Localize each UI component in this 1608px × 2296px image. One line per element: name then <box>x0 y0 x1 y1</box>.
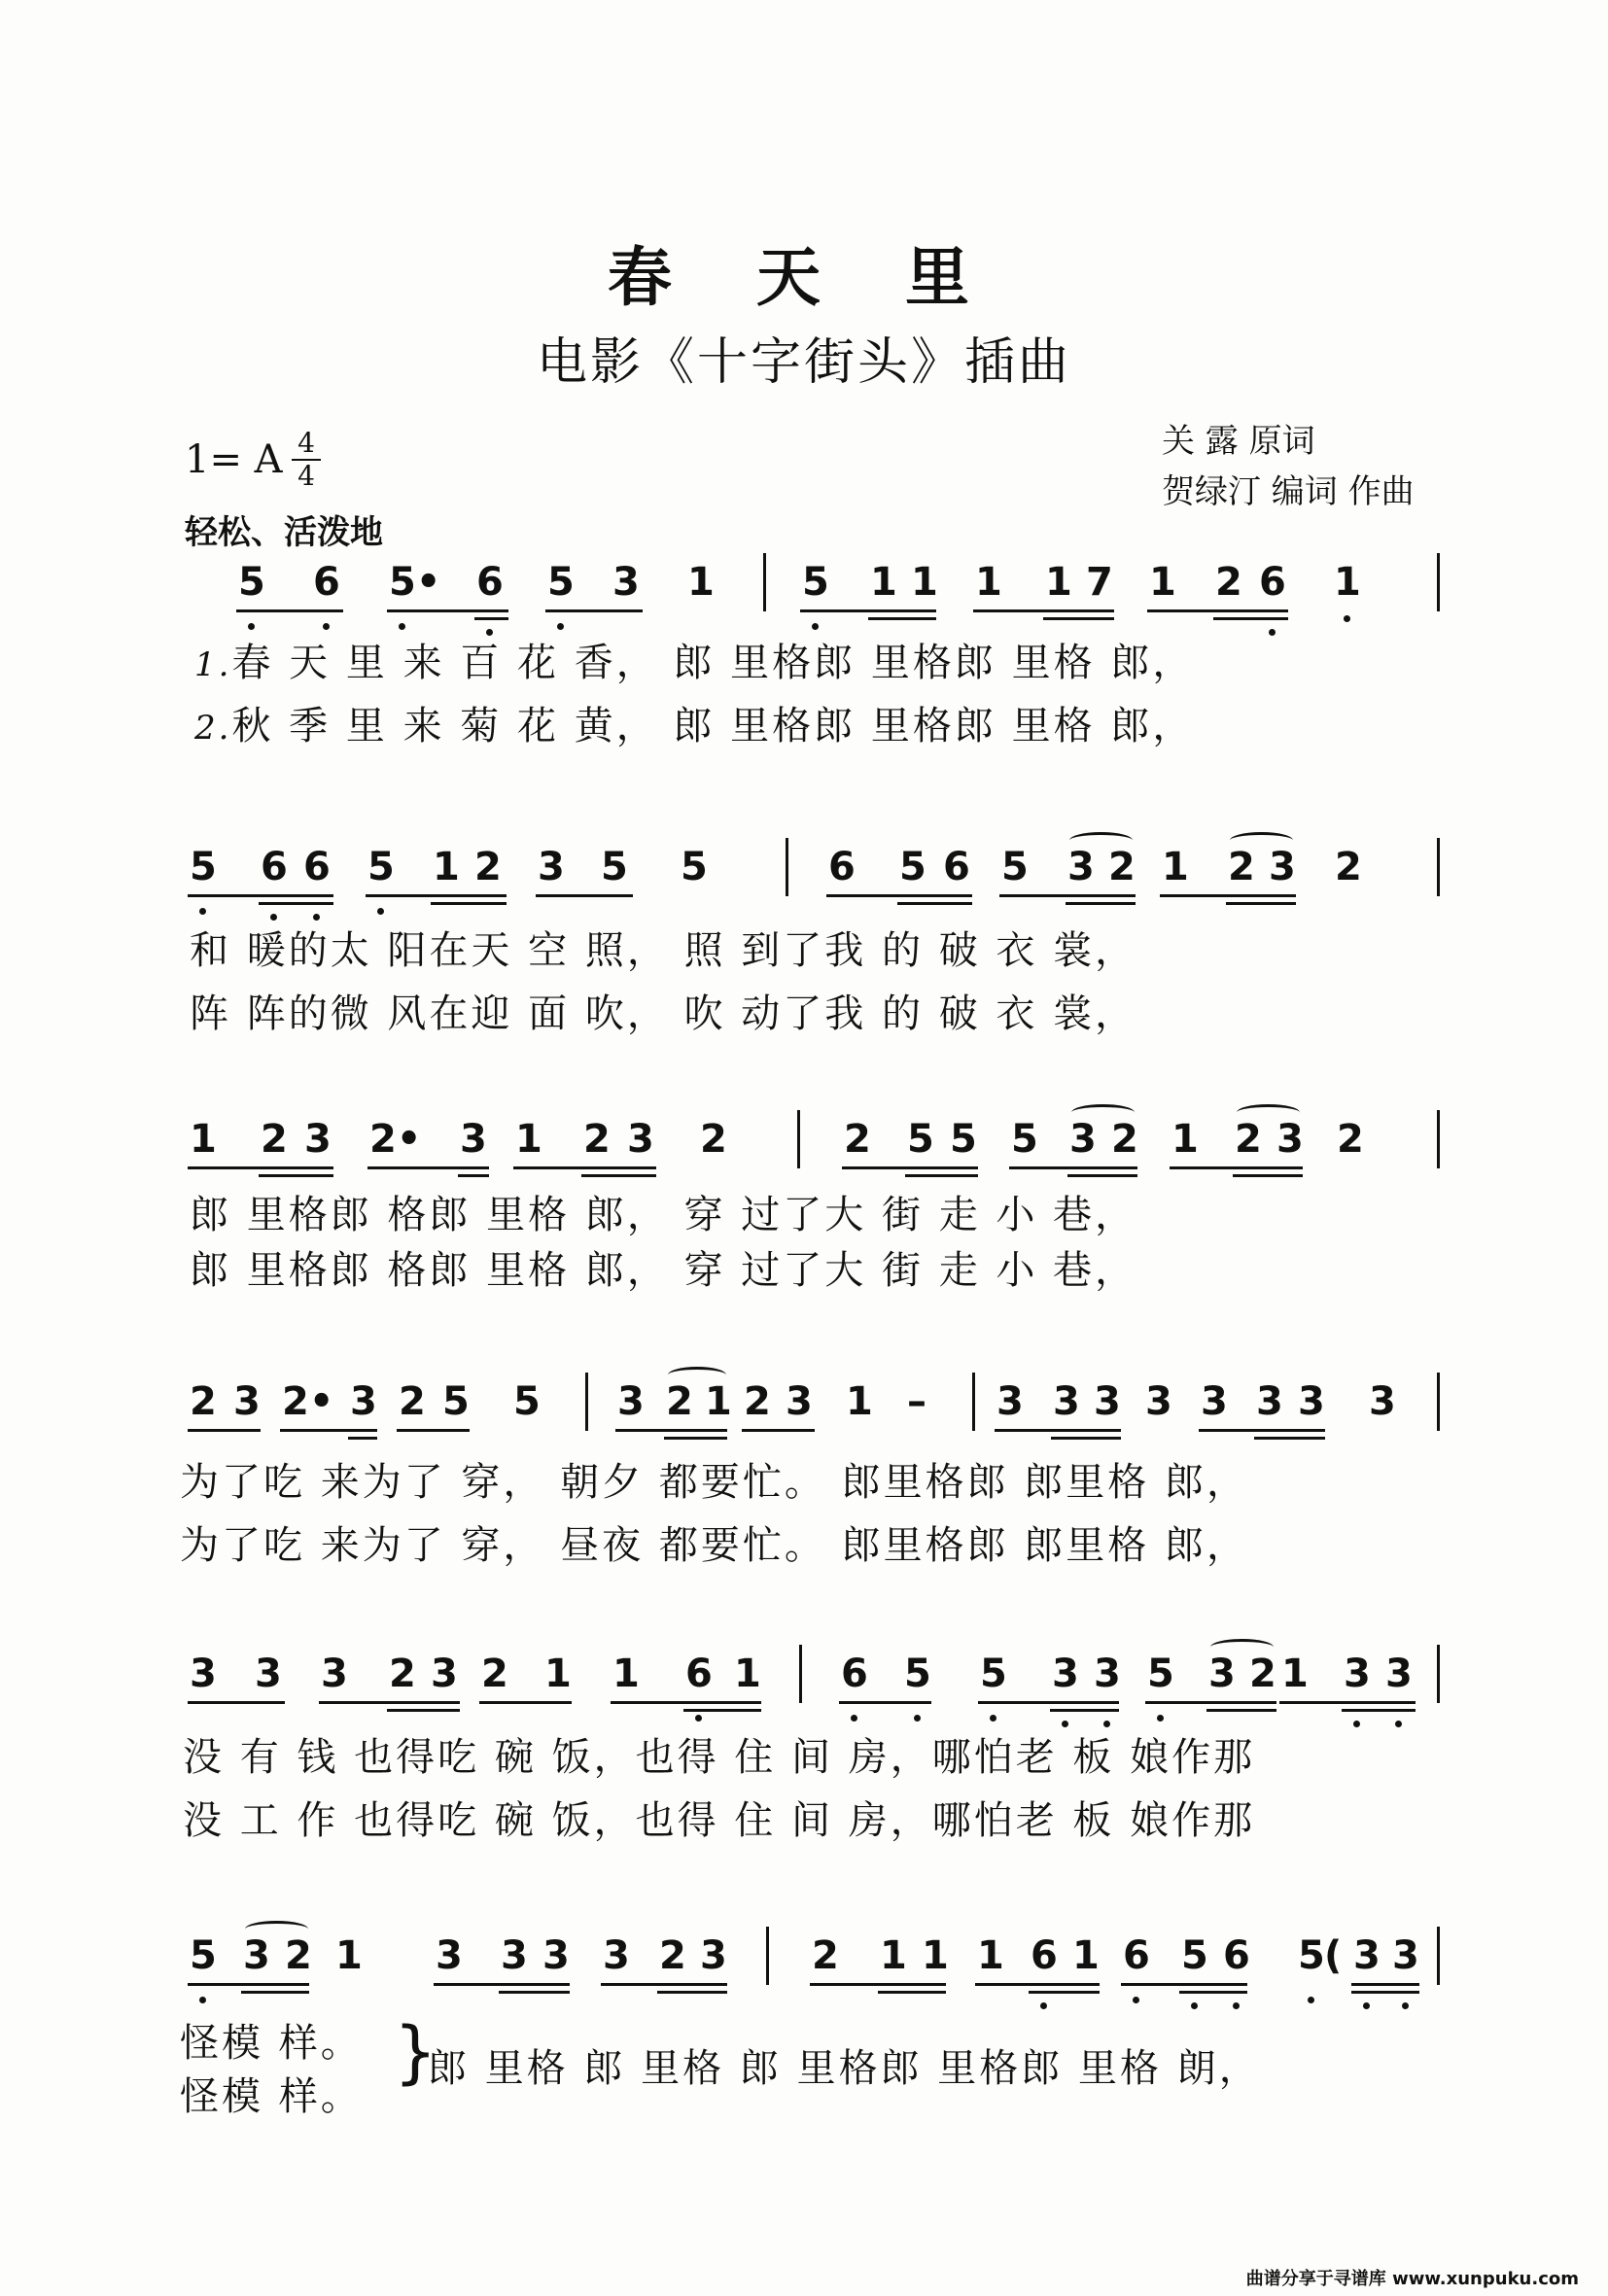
note: 3 <box>501 1933 528 1978</box>
note: 2 <box>744 1379 771 1424</box>
beat-underline <box>868 617 936 620</box>
note: 1 <box>1149 560 1176 605</box>
beat-underline <box>1160 894 1296 897</box>
bar-line <box>585 1373 588 1431</box>
note: 6 <box>313 560 340 605</box>
note: 2 <box>583 1117 611 1162</box>
lyric-verse-1: 没 有 钱 也得吃 碗 饭，也得 住 间 房，哪怕老 板 娘作那 <box>183 1735 1256 1780</box>
note: 5 <box>547 560 575 605</box>
note: 5 <box>1001 845 1029 889</box>
lyric-verse-1: 为了吃 来为了 穿， 朝夕 都要忙。 郎里格郎 郎里格 郎， <box>180 1460 1249 1505</box>
note: 3 <box>700 1933 727 1978</box>
beat-underline <box>1066 902 1136 905</box>
bar-line <box>766 1927 769 1985</box>
slur <box>1210 1639 1274 1655</box>
low-octave-dot <box>812 623 819 630</box>
beat-underline <box>1050 1709 1119 1712</box>
note: 2 <box>1228 845 1255 889</box>
beat-underline <box>188 1429 261 1432</box>
beat-underline <box>1043 617 1114 620</box>
note: 5 <box>601 845 628 889</box>
note: 5 <box>681 845 708 889</box>
note: 1 <box>1281 1652 1309 1696</box>
lyric-verse-2 <box>194 695 1194 750</box>
note: 3 <box>1201 1379 1228 1424</box>
low-octave-dot <box>1191 2002 1198 2009</box>
note: 5 <box>190 1933 217 1978</box>
note: 2• <box>369 1117 422 1162</box>
beat-underline <box>1147 609 1288 612</box>
note: 2 <box>666 1379 693 1424</box>
beat-underline <box>387 1709 460 1712</box>
beat-underline <box>1179 1991 1247 1994</box>
note: 3 <box>243 1933 270 1978</box>
beat-underline <box>188 1166 333 1169</box>
notes-row-5 <box>0 1651 1608 1738</box>
low-octave-dot <box>199 1997 206 2003</box>
note: ( <box>1324 1933 1343 1978</box>
note: 2 <box>1111 1117 1138 1162</box>
verse-number: 1. <box>194 645 232 684</box>
low-octave-dot <box>377 908 384 915</box>
score-row-4 <box>0 1378 1608 1573</box>
beat-underline <box>810 1983 946 1986</box>
note: 3 <box>1094 1652 1121 1696</box>
note: 6 <box>1123 1933 1150 1978</box>
note: 2 <box>700 1117 727 1162</box>
note: 3 <box>1369 1379 1396 1424</box>
note: 5 <box>513 1379 541 1424</box>
beat-underline <box>1351 1983 1419 1986</box>
lyric-verse-2: 阵 阵的微 风在迎 面 吹， 吹 动了我 的 破 衣 裳， <box>190 991 1137 1036</box>
bar-line <box>1437 1110 1440 1168</box>
watermark-footer: 曲谱分享于寻谱库 www.xunpuku.com <box>1245 2269 1579 2289</box>
note: 3 <box>617 1379 645 1424</box>
beat-underline <box>995 1429 1121 1432</box>
beat-underline <box>367 1166 489 1169</box>
note: 5 <box>367 845 395 889</box>
note: 1 <box>612 1652 640 1696</box>
note: 1 <box>1334 560 1361 605</box>
beat-underline <box>1254 1437 1325 1440</box>
note: 6 <box>1031 1933 1058 1978</box>
beat-underline <box>742 1429 815 1432</box>
notes-row-6 <box>0 1932 1608 2020</box>
low-octave-dot <box>1308 1997 1314 2003</box>
note: 2 <box>285 1933 312 1978</box>
beat-underline <box>188 1701 285 1704</box>
lyric-verse-1: 和 暖的太 阳在天 空 照， 照 到了我 的 破 衣 裳， <box>190 928 1137 973</box>
bar-line <box>786 838 788 896</box>
beat-underline <box>842 1166 978 1169</box>
beat-underline <box>474 617 508 620</box>
note: 2 <box>474 845 502 889</box>
note: 5 <box>1011 1117 1038 1162</box>
beat-underline <box>581 1174 656 1177</box>
beat-underline <box>1009 1166 1137 1169</box>
bar-line <box>1437 838 1440 896</box>
beat-underline <box>1170 1166 1303 1169</box>
beat-underline <box>601 1983 727 1986</box>
low-octave-dot <box>399 623 405 630</box>
note: 1 <box>734 1652 761 1696</box>
note: 2 <box>190 1379 217 1424</box>
lyric-verse-2: 没 工 作 也得吃 碗 饭，也得 住 间 房，哪怕老 板 娘作那 <box>183 1798 1256 1843</box>
bar-line <box>763 553 766 611</box>
note: 1 <box>544 1652 572 1696</box>
time-signature-top: 4 <box>297 427 315 459</box>
beat-underline <box>826 894 972 897</box>
note: 1 <box>190 1117 217 1162</box>
beat-underline <box>1121 1983 1247 1986</box>
note: 3 <box>627 1117 654 1162</box>
note: 3 <box>255 1652 282 1696</box>
verse-number: 2. <box>194 709 232 748</box>
beat-underline <box>348 1437 377 1440</box>
song-subtitle: 电影《十字街头》插曲 <box>536 333 1071 392</box>
note: 2 <box>1249 1652 1276 1696</box>
note: 5 <box>1298 1933 1325 1978</box>
low-octave-dot <box>1233 2002 1240 2009</box>
note: 1 <box>687 560 715 605</box>
note: 6 <box>841 1652 868 1696</box>
note: 2 <box>1215 560 1242 605</box>
note: 1 <box>705 1379 732 1424</box>
beat-underline <box>387 609 508 612</box>
beat-underline <box>259 902 333 905</box>
note: 1 <box>975 560 1002 605</box>
low-octave-dot <box>1344 615 1350 622</box>
notes-row-2 <box>0 844 1608 931</box>
lyric-shared: 郎 里格 郎 里格 郎 里格郎 里格郎 里格 朗， <box>428 2046 1261 2091</box>
time-signature <box>292 428 321 492</box>
note: 1 <box>870 560 897 605</box>
beat-underline <box>999 894 1136 897</box>
low-octave-dot <box>1040 2002 1047 2009</box>
low-octave-dot <box>1269 629 1276 636</box>
note: 3 <box>190 1652 217 1696</box>
note: – <box>907 1379 926 1424</box>
low-octave-dot <box>323 623 330 630</box>
low-octave-dot <box>248 623 255 630</box>
note: 1 <box>1162 845 1189 889</box>
beat-underline <box>615 1429 727 1432</box>
note: 2 <box>844 1117 871 1162</box>
note: 5 <box>950 1117 977 1162</box>
beat-underline <box>800 609 936 612</box>
note: 5 <box>907 1117 934 1162</box>
note: 3 <box>304 1117 332 1162</box>
beat-underline <box>1226 902 1296 905</box>
note: 3 <box>1298 1379 1325 1424</box>
note: 2• <box>282 1379 334 1424</box>
beat-underline <box>536 894 633 897</box>
note: 5 <box>802 560 829 605</box>
note: 2 <box>399 1379 426 1424</box>
note: 6 <box>476 560 504 605</box>
beat-underline <box>397 1429 470 1432</box>
note: 6 <box>685 1652 713 1696</box>
beat-underline <box>241 1991 309 1994</box>
score-row-6 <box>0 1932 1608 2127</box>
beat-underline <box>897 902 972 905</box>
note: 3 <box>1145 1379 1172 1424</box>
score-row-2 <box>0 844 1608 1038</box>
note: 3 <box>603 1933 630 1978</box>
beat-underline <box>259 1174 333 1177</box>
note: 2 <box>1108 845 1136 889</box>
note: 3 <box>1344 1652 1371 1696</box>
beat-underline <box>975 1983 1100 1986</box>
note: 1 <box>911 560 938 605</box>
slur <box>1237 1104 1300 1121</box>
lyric-text: 秋 季 里 来 菊 花 黄， 郎 里格郎 里格郎 里格 郎， <box>231 704 1195 748</box>
note: 3 <box>1208 1652 1236 1696</box>
beat-underline <box>611 1701 761 1704</box>
beat-underline <box>657 1991 727 1994</box>
note: 3 <box>233 1379 261 1424</box>
slur <box>1230 832 1293 849</box>
beat-underline <box>878 1991 946 1994</box>
note: 2 <box>1337 1117 1364 1162</box>
time-signature-bottom: 4 <box>297 460 315 492</box>
slur <box>668 1367 726 1383</box>
note: 3 <box>1269 845 1296 889</box>
note: 6 <box>943 845 970 889</box>
note: 3 <box>786 1379 813 1424</box>
beat-underline <box>499 1991 570 1994</box>
note: 1 <box>1072 1933 1100 1978</box>
note: 3 <box>1353 1933 1381 1978</box>
lyric-brace: } <box>394 2012 437 2092</box>
note: 3 <box>321 1652 348 1696</box>
note: 5 <box>1147 1652 1174 1696</box>
note: 1 <box>335 1933 363 1978</box>
low-octave-dot <box>1133 1997 1139 2003</box>
low-octave-dot <box>990 1715 996 1722</box>
key-signature: 1= A <box>185 437 283 482</box>
bar-line <box>972 1373 975 1431</box>
note: 3 <box>1067 845 1095 889</box>
lyric-verse-1 <box>194 632 1194 687</box>
note: 3 <box>1053 1379 1080 1424</box>
note: 5• <box>389 560 441 605</box>
low-octave-dot <box>1363 2002 1370 2009</box>
note: 1 <box>922 1933 949 1978</box>
beat-underline <box>431 902 507 905</box>
beat-underline <box>1206 1709 1276 1712</box>
song-title: 春 天 里 <box>608 239 1000 315</box>
lyric-text: 春 天 里 来 百 花 香， 郎 里格郎 里格郎 里格 郎， <box>231 641 1195 685</box>
beat-underline <box>973 609 1114 612</box>
note: 3 <box>538 845 565 889</box>
note: 6 <box>1223 1933 1250 1978</box>
note: 3 <box>996 1379 1024 1424</box>
beat-underline <box>839 1701 931 1704</box>
note: 3 <box>542 1933 570 1978</box>
note: 1 <box>846 1379 873 1424</box>
note: 1 <box>1171 1117 1199 1162</box>
note: 2 <box>481 1652 508 1696</box>
beat-underline <box>1233 1174 1303 1177</box>
bar-line <box>799 1645 802 1703</box>
note: 1 <box>977 1933 1004 1978</box>
note: 1 <box>515 1117 542 1162</box>
beat-underline <box>188 1983 309 1986</box>
note: 2 <box>659 1933 686 1978</box>
beat-underline <box>1213 617 1288 620</box>
note: 3 <box>1276 1117 1304 1162</box>
beat-underline <box>280 1429 377 1432</box>
beat-underline <box>236 609 343 612</box>
composer-credit: 贺绿汀 编词 作曲 <box>1162 472 1415 511</box>
bar-line <box>1437 1373 1440 1431</box>
note: 3 <box>1094 1379 1121 1424</box>
note: 2 <box>261 1117 288 1162</box>
note: 3 <box>1392 1933 1419 1978</box>
note: 3 <box>1385 1652 1413 1696</box>
beat-underline <box>1351 1991 1419 1994</box>
note: 5 <box>238 560 265 605</box>
note: 6 <box>303 845 331 889</box>
note: 3 <box>436 1933 463 1978</box>
note: 2 <box>1235 1117 1262 1162</box>
note: 6 <box>1259 560 1286 605</box>
low-octave-dot <box>199 908 206 915</box>
note: 6 <box>828 845 856 889</box>
beat-underline <box>905 1174 978 1177</box>
low-octave-dot <box>1402 2002 1409 2009</box>
slur <box>1069 832 1133 849</box>
lyricist-credit: 关 露 原词 <box>1162 422 1315 461</box>
note: 3 <box>350 1379 377 1424</box>
note: 3 <box>612 560 640 605</box>
beat-underline <box>479 1701 572 1704</box>
lyric-verse-1: 怪模 样。 <box>180 2021 363 2066</box>
note: 7 <box>1086 560 1113 605</box>
low-octave-dot <box>1395 1721 1402 1727</box>
beat-underline <box>664 1437 727 1440</box>
note: 5 <box>442 1379 470 1424</box>
bar-line <box>1437 1645 1440 1703</box>
beat-underline <box>434 1983 570 1986</box>
tempo-marking: 轻松、活泼地 <box>185 513 383 552</box>
score-row-5 <box>0 1651 1608 1845</box>
note: 5 <box>899 845 926 889</box>
score-row-3 <box>0 1116 1608 1310</box>
slur <box>1071 1104 1135 1121</box>
low-octave-dot <box>851 1715 857 1722</box>
beat-underline <box>188 894 333 897</box>
note: 3 <box>1256 1379 1283 1424</box>
beat-underline <box>1029 1991 1100 1994</box>
bar-line <box>1437 1927 1440 1985</box>
low-octave-dot <box>695 1715 702 1722</box>
low-octave-dot <box>914 1715 921 1722</box>
beat-underline <box>458 1174 489 1177</box>
note: 5 <box>1181 1933 1208 1978</box>
beat-underline <box>1342 1709 1416 1712</box>
beat-underline <box>683 1709 761 1712</box>
note: 3 <box>1069 1117 1097 1162</box>
note: 2 <box>389 1652 416 1696</box>
note: 1 <box>880 1933 907 1978</box>
bar-line <box>1437 553 1440 611</box>
lyric-verse-2: 郎 里格郎 格郎 里格 郎， 穿 过了大 街 走 小 巷， <box>190 1248 1137 1293</box>
score-row-1 <box>0 559 1608 753</box>
note: 3 <box>460 1117 487 1162</box>
beat-underline <box>513 1166 656 1169</box>
note: 3 <box>431 1652 458 1696</box>
note: 5 <box>980 1652 1007 1696</box>
beat-underline <box>366 894 507 897</box>
beat-underline <box>1199 1429 1325 1432</box>
beat-underline <box>319 1701 460 1704</box>
beat-underline <box>1051 1437 1121 1440</box>
beat-underline <box>978 1701 1119 1704</box>
beat-underline <box>1067 1174 1137 1177</box>
note: 6 <box>261 845 288 889</box>
note: 3 <box>1052 1652 1079 1696</box>
note: 5 <box>904 1652 931 1696</box>
note: 1 <box>433 845 460 889</box>
slur <box>245 1921 308 1937</box>
lyric-verse-2: 为了吃 来为了 穿， 昼夜 都要忙。 郎里格郎 郎里格 郎， <box>180 1523 1249 1568</box>
beat-underline <box>545 609 643 612</box>
note: 5 <box>190 845 217 889</box>
lyric-verse-2: 怪模 样。 <box>180 2074 363 2119</box>
note: 2 <box>1335 845 1362 889</box>
lyric-verse-1: 郎 里格郎 格郎 里格 郎， 穿 过了大 街 走 小 巷， <box>190 1193 1137 1237</box>
note: 2 <box>812 1933 839 1978</box>
low-octave-dot <box>1157 1715 1164 1722</box>
beat-underline <box>1279 1701 1416 1704</box>
note: 1 <box>1045 560 1072 605</box>
beat-underline <box>1145 1701 1276 1704</box>
low-octave-dot <box>1353 1721 1360 1727</box>
bar-line <box>797 1110 800 1168</box>
low-octave-dot <box>557 623 564 630</box>
